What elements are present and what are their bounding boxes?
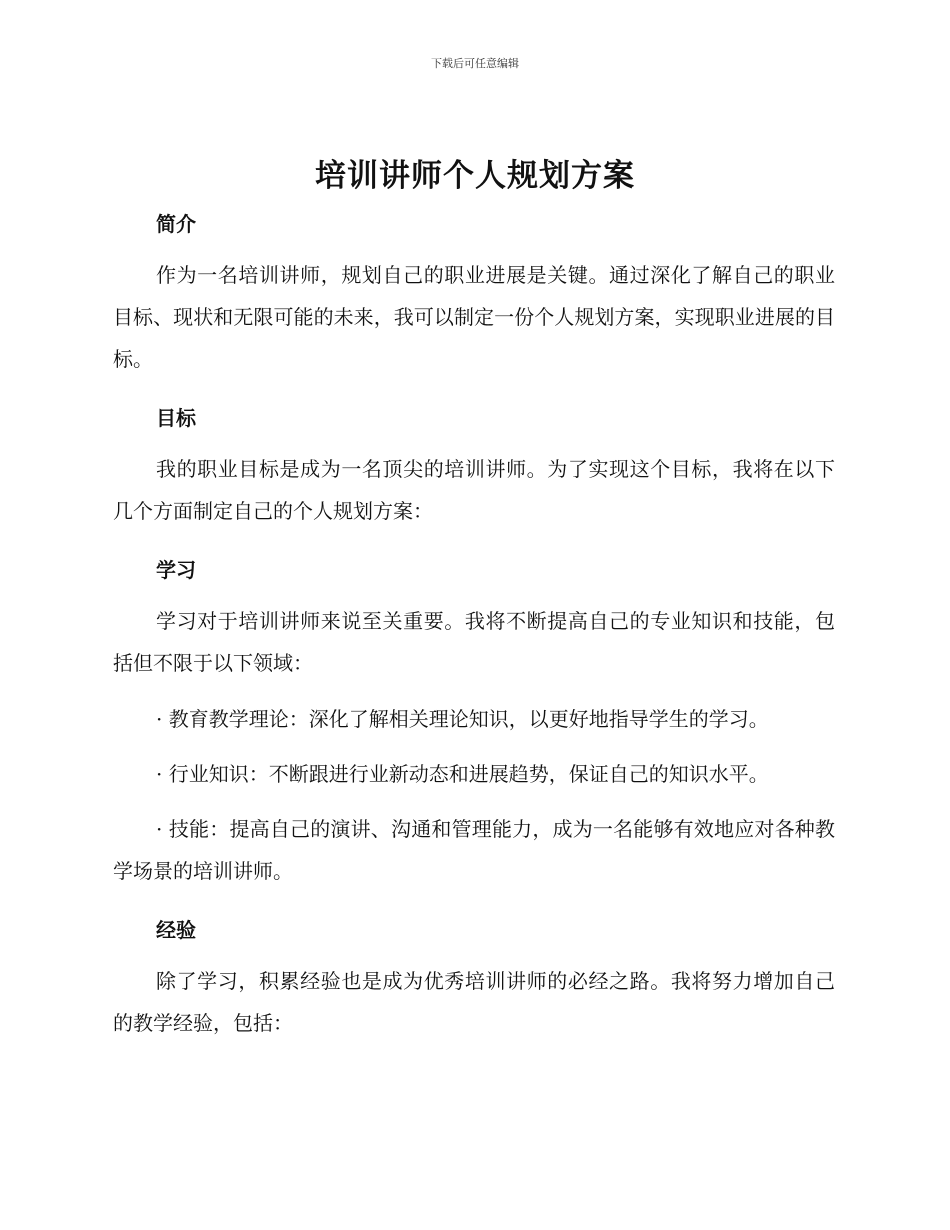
paragraph-learning: 学习对于培训讲师来说至关重要。我将不断提高自己的专业知识和技能，包括但不限于以下领域： (113, 609, 835, 675)
section-heading-intro: 简介 (156, 212, 196, 236)
header-note: 下载后可任意编辑 (431, 57, 519, 70)
section-heading-learning: 学习 (156, 558, 196, 582)
document-title: 培训讲师个人规划方案 (315, 158, 635, 194)
bullet-item: · 教育教学理论：深化了解相关理论知识，以更好地指导学生的学习。 (156, 707, 769, 731)
bullet-item: · 技能：提高自己的演讲、沟通和管理能力，成为一名能够有效地应对各种教学场景的培训讲师。 (113, 817, 835, 883)
paragraph-goal: 我的职业目标是成为一名顶尖的培训讲师。为了实现这个目标，我将在以下几个方面制定自己的个人规划方案： (113, 457, 835, 523)
paragraph-experience: 除了学习，积累经验也是成为优秀培训讲师的必经之路。我将努力增加自己的教学经验，包括： (113, 969, 835, 1035)
section-heading-experience: 经验 (156, 918, 196, 942)
bullet-item: · 行业知识：不断跟进行业新动态和进展趋势，保证自己的知识水平。 (156, 762, 769, 786)
paragraph-intro: 作为一名培训讲师，规划自己的职业进展是关键。通过深化了解自己的职业目标、现状和无限可能的未来，我可以制定一份个人规划方案，实现职业进展的目标。 (113, 263, 835, 371)
section-heading-goal: 目标 (156, 406, 196, 430)
